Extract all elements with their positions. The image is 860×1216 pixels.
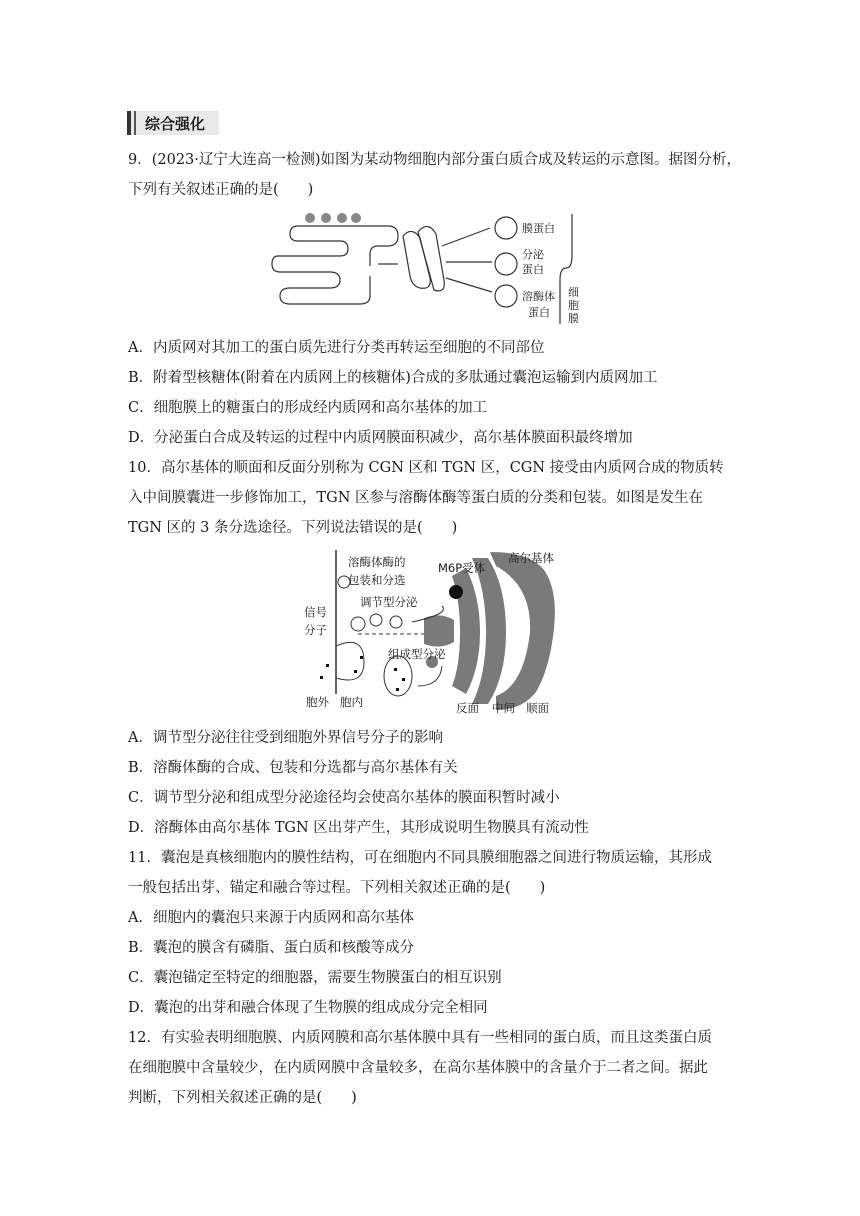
protein-dot	[326, 664, 329, 667]
q11-stem-line2: 一般包括出芽、锚定和融合等过程。下列相关叙述正确的是( )	[128, 880, 546, 896]
label-lysosome-enzyme-1: 溶酶体酶的	[348, 555, 406, 569]
label-cell-membrane-2: 胞	[568, 299, 579, 312]
q9-option-b: B．附着型核糖体(附着在内质网上的核糖体)合成的多肽通过囊泡运输到内质网加工	[128, 370, 658, 386]
q10-option-a: A．调节型分泌往往受到细胞外界信号分子的影响	[128, 730, 443, 746]
m6p-receptor-cluster	[449, 585, 463, 599]
q9-option-d: D．分泌蛋白合成及转运的过程中内质网膜面积减少，高尔基体膜面积最终增加	[128, 430, 633, 446]
q10-stem-line2: 入中间膜囊进一步修饰加工，TGN 区参与溶酶体酶等蛋白质的分类和包装。如图是发生在	[128, 490, 704, 506]
q9-stem-line1: 9．(2023·辽宁大连高一检测)如图为某动物细胞内部分蛋白质合成及转运的示意图。据图分析，	[128, 152, 742, 168]
q11-stem-line1: 11．囊泡是真核细胞内的膜性结构，可在细胞内不同具膜细胞器之间进行物质运输，其形成	[128, 850, 712, 866]
er-membrane-right	[370, 226, 398, 266]
q10-option-b: B．溶酶体酶的合成、包装和分选都与高尔基体有关	[128, 760, 458, 776]
golgi-trans-network	[424, 615, 454, 646]
label-signal-1: 信号	[304, 605, 327, 619]
label-cis: 顺面	[526, 701, 549, 715]
label-lysosome-enzyme-2: 包装和分选	[348, 573, 406, 587]
q9-figure	[270, 206, 590, 330]
q9-option-a: A．内质网对其加工的蛋白质先进行分类再转运至细胞的不同部位	[128, 340, 545, 356]
section-title: 综合强化	[145, 115, 206, 133]
exocytosis-vesicle	[336, 642, 364, 680]
q11-option-d: D．囊泡的出芽和融合体现了生物膜的组成成分完全相同	[128, 1000, 488, 1016]
q9-stem-line2: 下列有关叙述正确的是( )	[128, 182, 314, 198]
er-membrane-lower	[272, 256, 370, 304]
q11-option-b: B．囊泡的膜含有磷脂、蛋白质和核酸等成分	[128, 940, 415, 956]
label-lysosome-2: 蛋白	[528, 306, 550, 319]
ribosome	[351, 213, 361, 223]
q12-stem-line1: 12．有实验表明细胞膜、内质网膜和高尔基体膜中具有一些相同的蛋白质，而且这类蛋白质	[128, 1030, 712, 1046]
label-regulated: 调节型分泌	[360, 595, 418, 609]
q11-option-c: C．囊泡锚定至特定的细胞器，需要生物膜蛋白的相互识别	[128, 970, 502, 986]
q9-option-c: C．细胞膜上的糖蛋白的形成经内质网和高尔基体的加工	[128, 400, 488, 416]
protein-dot	[402, 678, 405, 681]
vesicle-membrane-protein	[495, 217, 517, 239]
label-m6p: M6P受体	[438, 561, 486, 575]
label-constitutive: 组成型分泌	[388, 647, 446, 661]
label-signal-2: 分子	[304, 623, 327, 637]
protein-dot	[396, 688, 399, 691]
q12-stem-line3: 判断，下列相关叙述正确的是( )	[128, 1090, 357, 1106]
label-cell-membrane-1: 细	[568, 286, 579, 299]
ribosome	[337, 213, 347, 223]
q10-option-c: C．调节型分泌和组成型分泌途径均会使高尔基体的膜面积暂时减小	[128, 790, 560, 806]
q11-option-a: A．细胞内的囊泡只来源于内质网和高尔基体	[128, 910, 414, 926]
label-golgi: 高尔基体	[508, 551, 554, 565]
label-secretory-2: 蛋白	[522, 263, 544, 276]
regulated-vesicle	[390, 616, 402, 628]
arrow-to-lysosome	[446, 278, 492, 292]
protein-dot	[394, 668, 397, 671]
label-outside: 胞外	[306, 695, 329, 709]
regulated-vesicle	[351, 617, 365, 631]
label-trans: 反面	[456, 701, 479, 715]
q10-figure	[300, 546, 590, 718]
section-tag	[127, 111, 219, 135]
protein-dot	[320, 676, 323, 679]
q10-option-d: D．溶酶体由高尔基体 TGN 区出芽产生，其形成说明生物膜具有流动性	[128, 820, 589, 836]
arrow-constitutive	[418, 666, 442, 686]
section-tag-bar	[134, 111, 136, 135]
ribosome	[305, 213, 315, 223]
label-middle: 中间	[492, 701, 515, 715]
q12-stem-line2: 在细胞膜中含量较少，在内质网膜中含量较多，在高尔基体膜中的含量介于二者之间。据此	[128, 1060, 708, 1076]
label-membrane-protein: 膜蛋白	[522, 222, 555, 235]
vesicle-secretory	[495, 253, 517, 275]
protein-dot	[360, 656, 363, 659]
arrow-to-membrane-protein	[442, 228, 490, 246]
label-lysosome-1: 溶酶体	[522, 290, 555, 303]
label-cell-membrane-3: 膜	[568, 312, 579, 325]
ribosome	[321, 213, 331, 223]
q10-stem-line3: TGN 区的 3 条分选途径。下列说法错误的是( )	[128, 520, 458, 536]
label-inside: 胞内	[340, 695, 363, 709]
regulated-vesicle	[370, 614, 382, 626]
vesicle-lysosome	[495, 285, 517, 307]
protein-dot	[354, 670, 357, 673]
q10-stem-line1: 10．高尔基体的顺面和反面分别称为 CGN 区和 TGN 区，CGN 接受由内质网合成的物质转	[128, 460, 724, 476]
golgi-sac-2	[418, 226, 444, 290]
er-membrane-upper	[278, 226, 370, 256]
label-secretory-1: 分泌	[522, 248, 544, 261]
